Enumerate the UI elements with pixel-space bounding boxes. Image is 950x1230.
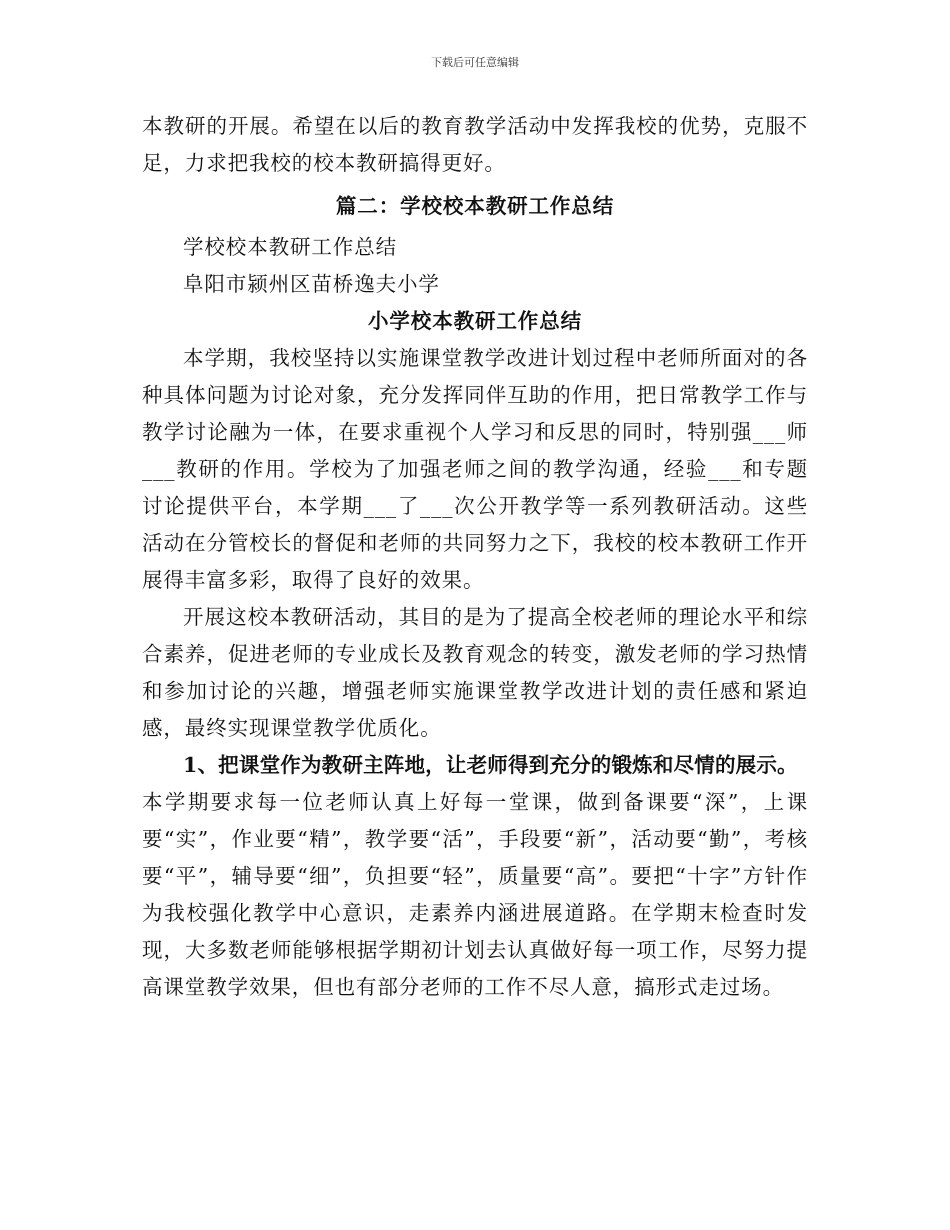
document-body [142,108,808,1006]
school-name-line: 阜阳市颍州区苗桥逸夫小学 [183,272,440,296]
document-title: 小学校本教研工作总结 [368,309,582,333]
paragraph-continuation: 本教研的开展。希望在以后的教育教学活动中发挥我校的优势，克服不足，力求把我校的校本教研搞得更好。 [142,114,808,175]
point-one-heading: 1、把课堂作为教研主阵地，让老师得到充分的锻炼和尽情的展示。 [183,753,798,777]
subtitle-line: 学校校本教研工作总结 [183,235,397,259]
point-one-body: 本学期要求每一位老师认真上好每一堂课，做到备课要“深”，上课要“实”，作业要“精”，教学要“活”，手段要“新”，活动要“勤”，考核要“平”，辅导要“细”，负担要“轻”，质量要“高”。要把“十字”方针作为我校强化教学中心意识，走素养内涵进展道路。在学期末检查时发现，大多数老师能够根据学期初计划去认真做好每一项工作，尽努力提高课堂教学效果，但也有部分老师的工作不尽人意，搞形式走过场。 [142,790,808,999]
page-header: 下载后可任意编辑 [431,56,519,69]
section-heading: 篇二：学校校本教研工作总结 [335,194,615,218]
paragraph-purpose: 开展这校本教研活动，其目的是为了提高全校老师的理论水平和综合素养，促进老师的专业成长及教育观念的转变，激发老师的学习热情和参加讨论的兴趣，增强老师实施课堂教学改进计划的责任感和紧迫感，最终实现课堂教学优质化。 [142,605,808,740]
paragraph-intro: 本学期，我校坚持以实施课堂教学改进计划过程中老师所面对的各种具体问题为讨论对象，充分发挥同伴互助的作用，把日常教学工作与教学讨论融为一体，在要求重视个人学习和反思的同时，特别强___师___教研的作用。学校为了加强老师之间的教学沟通，经验___和专题讨论提供平台，本学期___了___次公开教学等一系列教研活动。这些活动在分管校长的督促和老师的共同努力之下，我校的校本教研工作开展得丰富多彩，取得了良好的效果。 [142,346,808,592]
